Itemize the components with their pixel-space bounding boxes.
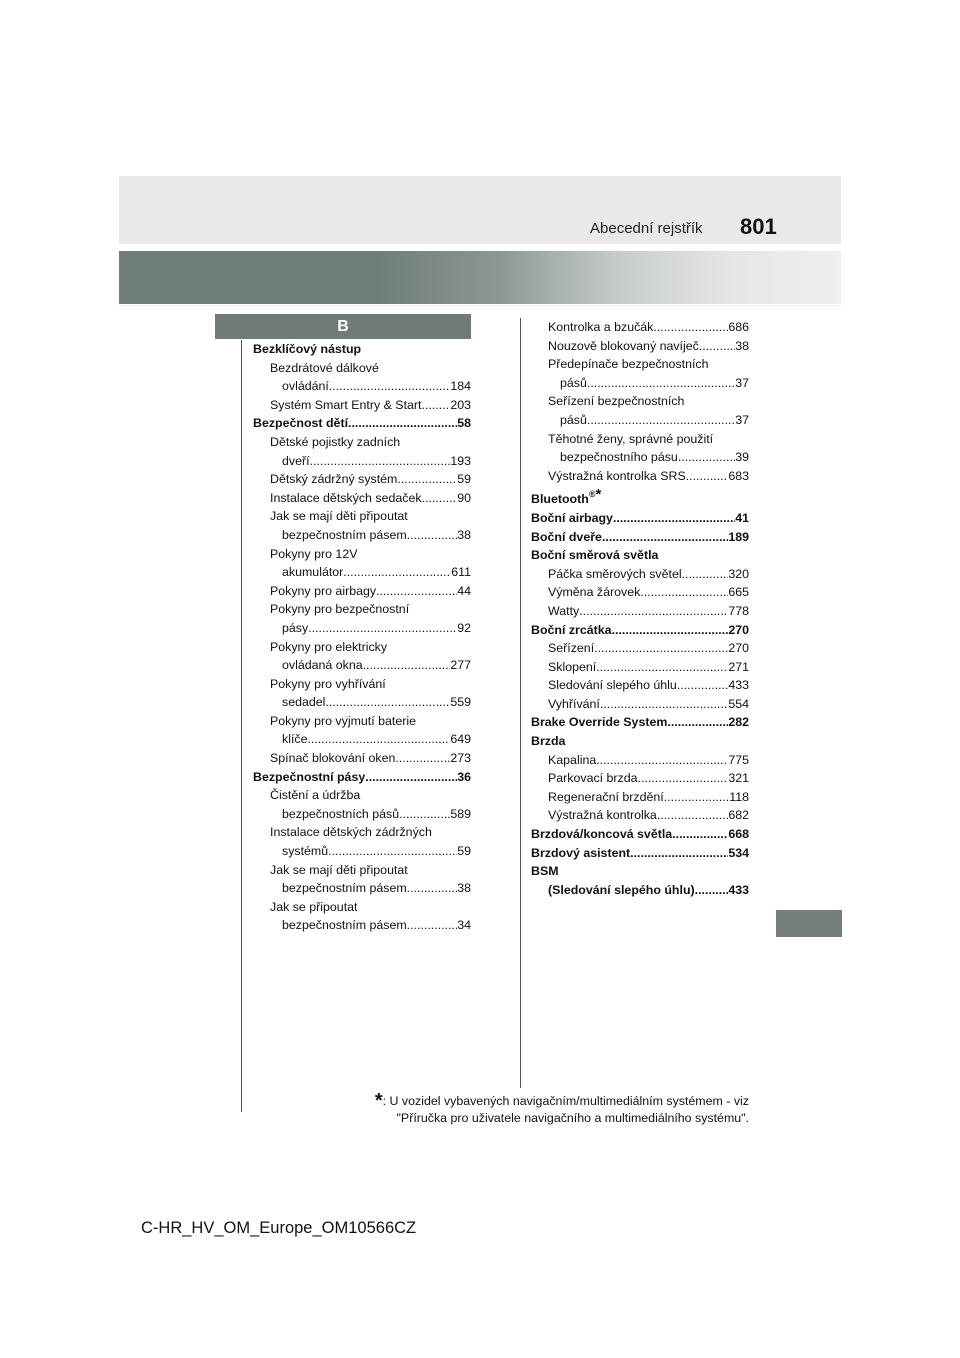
entry-term: Boční airbagy — [531, 510, 613, 525]
entry-page-number: 665 — [728, 585, 749, 600]
page-number: 801 — [740, 214, 777, 239]
index-entry — [253, 693, 471, 712]
entry-term: Bluetooth — [531, 492, 589, 507]
entry-term: Výstražná kontrolka — [548, 808, 657, 823]
leader-dots — [678, 448, 735, 467]
index-column-left — [253, 340, 471, 935]
entry-term: Výstražná kontrolka SRS — [548, 468, 686, 483]
entry-page-number: 589 — [450, 806, 471, 821]
index-entry — [253, 712, 471, 731]
index-entry — [531, 374, 749, 393]
leader-dots — [343, 563, 451, 582]
leader-dots — [600, 695, 728, 714]
entry-term: Bezdrátové dálkové — [270, 360, 379, 375]
entry-term: systémů — [282, 844, 329, 859]
left-column-rule — [241, 340, 242, 1112]
entry-term: dveří — [282, 453, 310, 468]
footnote — [374, 1090, 749, 1127]
index-entry — [531, 713, 749, 732]
index-entry — [531, 825, 749, 844]
divider — [119, 305, 841, 306]
entry-term: Pokyny pro 12V — [270, 546, 358, 561]
entry-page-number: 39 — [735, 450, 749, 465]
index-entry — [531, 318, 749, 337]
leader-dots — [587, 411, 735, 430]
entry-page-number: 203 — [450, 397, 471, 412]
entry-term: Seřízení bezpečnostních — [548, 394, 685, 409]
entry-term: Instalace dětských sedaček — [270, 490, 422, 505]
entry-term: sedadel — [282, 695, 326, 710]
index-entry — [253, 507, 471, 526]
entry-term: Bezpečnostní pásy — [253, 769, 366, 784]
footnote-ref: * — [595, 486, 602, 504]
entry-page-number: 59 — [457, 472, 471, 487]
leader-dots — [640, 583, 728, 602]
entry-term: bezpečnostního pásu — [560, 450, 678, 465]
index-entry — [253, 545, 471, 564]
entry-term: Parkovací brzda — [548, 771, 638, 786]
index-entry — [531, 392, 749, 411]
entry-term: Watty — [548, 603, 580, 618]
entry-page-number: 193 — [450, 453, 471, 468]
entry-term: Těhotné ženy, správné použití — [548, 431, 714, 446]
index-entry — [531, 467, 749, 486]
index-entry — [531, 509, 749, 528]
index-entry — [531, 411, 749, 430]
index-entry — [253, 638, 471, 657]
entry-term: Boční směrová světla — [531, 548, 659, 563]
center-column-rule — [520, 318, 521, 1088]
entry-term: Seřízení — [548, 641, 595, 656]
index-entry — [531, 621, 749, 640]
index-entry — [531, 337, 749, 356]
index-entry — [253, 377, 471, 396]
index-entry — [253, 470, 471, 489]
index-entry — [531, 583, 749, 602]
index-entry — [253, 396, 471, 415]
entry-term: klíče — [282, 732, 308, 747]
index-entry — [253, 730, 471, 749]
index-entry — [253, 526, 471, 545]
index-entry — [253, 861, 471, 880]
entry-page-number: 92 — [457, 620, 471, 635]
entry-page-number: 189 — [728, 529, 749, 544]
entry-page-number: 320 — [728, 566, 749, 581]
entry-term: pásů — [560, 412, 587, 427]
entry-page-number: 271 — [728, 659, 749, 674]
entry-term: bezpečnostních pásů — [282, 806, 400, 821]
entry-term: Čistění a údržba — [270, 788, 361, 803]
entry-term: Výměna žárovek — [548, 585, 641, 600]
entry-term: Sklopení — [548, 659, 597, 674]
entry-term: Pokyny pro airbagy — [270, 583, 377, 598]
index-entry — [253, 600, 471, 619]
entry-term: Vyhřívání — [548, 696, 600, 711]
entry-term: Pokyny pro vyhřívání — [270, 676, 386, 691]
index-entry — [253, 823, 471, 842]
index-entry — [531, 881, 749, 900]
entry-term: Brzdová/koncová světla — [531, 827, 673, 842]
leader-dots — [657, 806, 729, 825]
footnote-line-1: *: U vozidel vybavených navigačním/multimediálním systémem - viz — [374, 1090, 749, 1112]
entry-term: pásů — [560, 375, 587, 390]
leader-dots — [686, 467, 729, 486]
index-entry — [253, 786, 471, 805]
leader-dots — [407, 526, 458, 545]
leader-dots — [667, 713, 728, 732]
leader-dots — [363, 656, 451, 675]
entry-term: Pokyny pro vyjmutí baterie — [270, 713, 416, 728]
entry-term: Pokyny pro bezpečnostní — [270, 602, 410, 617]
entry-term: Spínač blokování oken — [270, 751, 396, 766]
document-code: C-HR_HV_OM_Europe_OM10566CZ — [141, 1219, 417, 1237]
entry-term: Jak se mají děti připoutat — [270, 509, 408, 524]
entry-term: (Sledování slepého úhlu) — [548, 882, 695, 897]
entry-page-number: 36 — [457, 769, 471, 784]
index-entry — [531, 769, 749, 788]
leader-dots — [397, 470, 457, 489]
index-entry — [253, 563, 471, 582]
leader-dots — [682, 565, 729, 584]
leader-dots — [407, 916, 458, 935]
entry-page-number: 270 — [728, 641, 749, 656]
entry-term: BSM — [531, 864, 559, 879]
leader-dots — [630, 844, 728, 863]
entry-page-number: 90 — [457, 490, 471, 505]
entry-page-number: 321 — [728, 771, 749, 786]
entry-term: ovládaná okna — [282, 658, 363, 673]
index-entry — [531, 695, 749, 714]
entry-page-number: 775 — [728, 752, 749, 767]
entry-page-number: 534 — [728, 845, 749, 860]
registered-mark: ® — [588, 489, 596, 500]
entry-term: Pokyny pro elektricky — [270, 639, 388, 654]
entry-term: Brzda — [531, 734, 566, 749]
entry-term: Dětské pojistky zadních — [270, 434, 401, 449]
index-entry — [253, 898, 471, 917]
leader-dots — [594, 639, 728, 658]
leader-dots — [596, 751, 728, 770]
leader-dots — [677, 676, 728, 695]
index-entry — [531, 732, 749, 751]
index-entry — [253, 768, 471, 787]
entry-term: Brake Override System — [531, 715, 668, 730]
entry-term: Bezklíčový nástup — [253, 342, 362, 356]
entry-page-number: 184 — [450, 379, 471, 394]
entry-page-number: 649 — [450, 732, 471, 747]
leader-dots — [638, 769, 729, 788]
header-bar — [119, 176, 841, 244]
index-entry — [531, 528, 749, 547]
entry-term: Nouzově blokovaný navíječ — [548, 338, 699, 353]
leader-dots — [395, 749, 450, 768]
index-entry — [531, 751, 749, 770]
entry-page-number: 682 — [728, 808, 749, 823]
entry-page-number: 38 — [457, 881, 471, 896]
entry-term: Jak se připoutat — [270, 899, 358, 914]
index-entry — [531, 676, 749, 695]
entry-term: Regenerační brzdění — [548, 789, 664, 804]
leader-dots — [695, 881, 729, 900]
entry-page-number: 37 — [735, 412, 749, 427]
entry-term: pásy — [282, 620, 309, 635]
leader-dots — [664, 788, 730, 807]
entry-page-number: 270 — [728, 622, 749, 637]
leader-dots — [699, 337, 735, 356]
leader-dots — [399, 805, 450, 824]
index-entry — [253, 582, 471, 601]
entry-page-number: 778 — [728, 603, 749, 618]
entry-term: bezpečnostním pásem — [282, 527, 407, 542]
leader-dots — [653, 318, 728, 337]
footnote-line-2: "Příručka pro uživatele navigačního a multimediálního systému". — [396, 1111, 749, 1125]
leader-dots — [376, 582, 457, 601]
decorative-band — [119, 251, 841, 304]
entry-term: bezpečnostním pásem — [282, 881, 407, 896]
entry-term: akumulátor — [282, 565, 344, 580]
entry-page-number: 686 — [728, 320, 749, 334]
entry-page-number: 38 — [735, 338, 749, 353]
entry-page-number: 559 — [450, 695, 471, 710]
leader-dots — [325, 693, 450, 712]
leader-dots — [596, 658, 728, 677]
leader-dots — [579, 602, 728, 621]
index-entry — [253, 656, 471, 675]
entry-term: Instalace dětských zádržných — [270, 825, 432, 840]
chapter-thumb-tab — [776, 910, 842, 937]
entry-term: bezpečnostním pásem — [282, 918, 407, 933]
index-entry — [531, 602, 749, 621]
footnote-marker: * — [374, 1090, 383, 1112]
leader-dots — [365, 768, 457, 787]
entry-term: Kapalina — [548, 752, 597, 767]
entry-term: Kontrolka a bzučák — [548, 320, 654, 334]
index-entry — [531, 788, 749, 807]
index-entry — [253, 433, 471, 452]
section-title: Abecední rejstřík — [590, 220, 703, 237]
index-letter-header: B — [215, 314, 471, 339]
entry-page-number: 683 — [728, 468, 749, 483]
entry-term: Boční zrcátka — [531, 622, 612, 637]
index-entry — [253, 749, 471, 768]
index-column-right — [531, 318, 749, 899]
entry-page-number: 433 — [728, 678, 749, 693]
entry-term: Boční dveře — [531, 529, 602, 544]
entry-page-number: 668 — [728, 827, 749, 842]
index-entry — [253, 879, 471, 898]
entry-page-number: 34 — [457, 918, 471, 933]
index-entry — [531, 844, 749, 863]
leader-dots — [422, 489, 458, 508]
entry-page-number: 41 — [735, 510, 749, 525]
entry-term: Jak se mají děti připoutat — [270, 862, 408, 877]
index-entry — [253, 414, 471, 433]
index-entry — [531, 485, 749, 509]
entry-term: Sledování slepého úhlu — [548, 678, 677, 693]
entry-page-number: 38 — [457, 527, 471, 542]
entry-page-number: 554 — [728, 696, 749, 711]
entry-page-number: 277 — [450, 658, 471, 673]
leader-dots — [672, 825, 728, 844]
index-entry — [531, 565, 749, 584]
entry-page-number: 118 — [729, 789, 749, 804]
entry-page-number: 44 — [457, 583, 471, 598]
entry-page-number: 611 — [451, 565, 471, 580]
index-entry — [531, 862, 749, 881]
entry-page-number: 37 — [735, 375, 749, 390]
entry-term: Brzdový asistent — [531, 845, 631, 860]
leader-dots — [310, 452, 451, 471]
leader-dots — [307, 730, 450, 749]
index-entry — [253, 619, 471, 638]
entry-term: Předepínače bezpečnostních — [548, 357, 709, 372]
entry-page-number: 273 — [450, 751, 471, 766]
index-entry — [531, 546, 749, 565]
index-entry — [531, 430, 749, 449]
index-entry — [253, 916, 471, 935]
leader-dots — [407, 879, 458, 898]
index-entry — [531, 658, 749, 677]
leader-dots — [328, 842, 457, 861]
leader-dots — [602, 528, 728, 547]
entry-page-number: 58 — [457, 416, 471, 431]
entry-page-number: 282 — [728, 715, 749, 730]
entry-term: Dětský zádržný systém — [270, 472, 398, 487]
leader-dots — [587, 374, 735, 393]
entry-term: ovládání — [282, 379, 329, 394]
index-entry — [531, 355, 749, 374]
index-entry — [531, 806, 749, 825]
leader-dots — [348, 414, 457, 433]
index-entry — [253, 359, 471, 378]
index-entry — [253, 340, 471, 359]
index-entry — [531, 448, 749, 467]
entry-term: Páčka směrových světel — [548, 566, 682, 581]
index-entry — [253, 489, 471, 508]
index-entry — [253, 842, 471, 861]
entry-term: Systém Smart Entry & Start — [270, 397, 422, 412]
entry-page-number: 59 — [457, 844, 471, 859]
index-entry — [253, 805, 471, 824]
index-entry — [531, 639, 749, 658]
leader-dots — [421, 396, 450, 415]
leader-dots — [329, 377, 450, 396]
index-entry — [253, 675, 471, 694]
leader-dots — [613, 509, 735, 528]
leader-dots — [308, 619, 457, 638]
leader-dots — [612, 621, 729, 640]
index-entry — [253, 452, 471, 471]
entry-term: Bezpečnost dětí — [253, 416, 349, 431]
entry-page-number: 433 — [728, 882, 749, 897]
